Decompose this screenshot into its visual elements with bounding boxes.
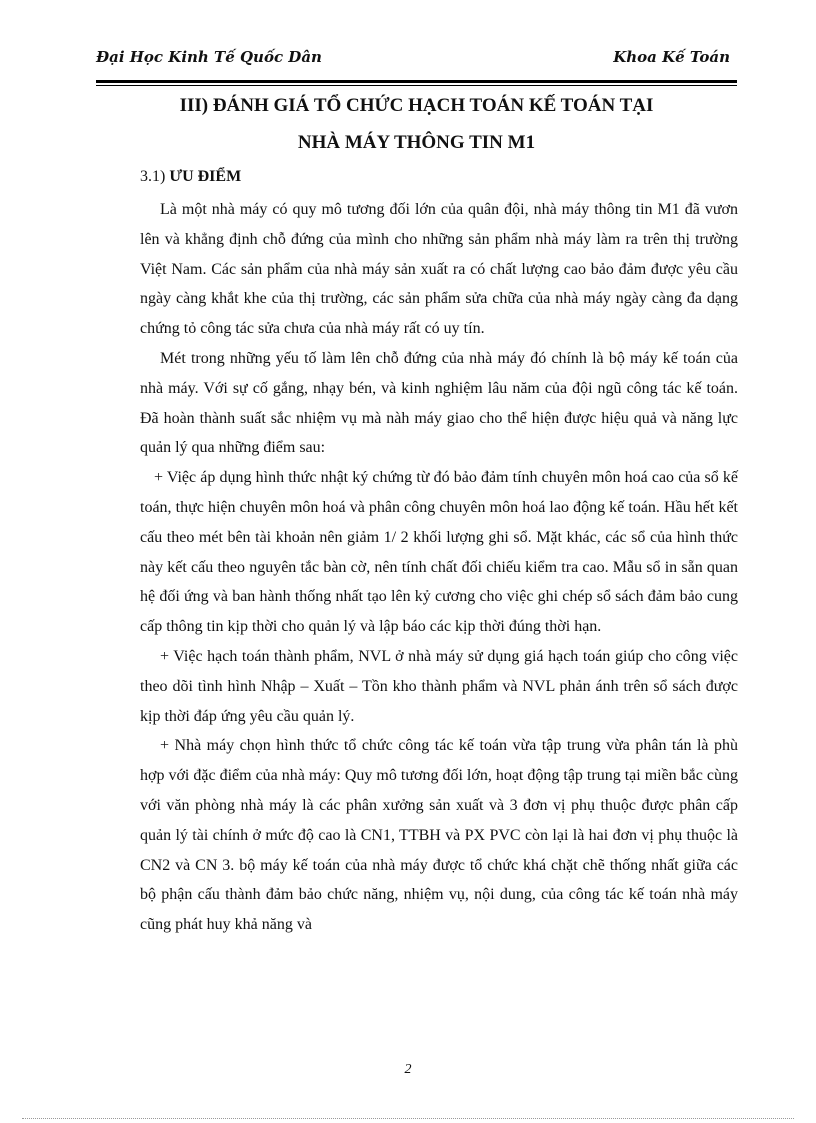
header-university: Đại Học Kinh Tế Quốc Dân (96, 48, 322, 66)
paragraph-point-organization: + Nhà máy chọn hình thức tổ chức công tác kế toán vừa tập trung vừa phân tán là phù hợp với đặc điểm của nhà máy: Quy mô tương đối lớn, hoạt động tập trung tại miền bắc cùng với văn phòng nhà máy là các phân xưởng sản xuất và 3 đơn vị phụ thuộc được phân cấp quản lý tài chính ở mức độ cao là CN1, TTBH và PX PVC còn lại là hai đơn vị phụ thuộc là CN2 và CN 3. bộ máy kế toán của nhà máy được tổ chức khá chặt chẽ thống nhất giữa các bộ phận cấu thành đảm bảo chức năng, nhiệm vụ, nội dung, của công tác kế toán nhà máy cũng phát huy khả năng và (140, 737, 738, 934)
page-header (96, 48, 730, 72)
document-title-line-2: NHÀ MÁY THÔNG TIN M1 (297, 132, 536, 153)
paragraph-point-pricing: + Việc hạch toán thành phẩm, NVL ở nhà máy sử dụng giá hạch toán giúp cho công việc theo dõi tình hình Nhập – Xuất – Tồn kho thành phẩm và NVL phản ánh trên sổ sách được kịp thời đáp ứng yêu cầu quản lý. (140, 647, 738, 725)
section-label: ƯU ĐIỂM (169, 168, 242, 185)
paragraph-intro: Là một nhà máy có quy mô tương đối lớn của quân đội, nhà máy thông tin M1 đã vươn lên và khẳng định chỗ đứng của mình cho những sản phẩm nhà máy làm ra trên thị trường Việt Nam. Các sản phẩm của nhà máy sản xuất ra có chất lượng cao bảo đảm được yêu cầu ngày càng khắt khe của thị trường, các sản phẩm sửa chữa của nhà máy ngày càng đa dạng chứng tỏ công tác sửa chưa của nhà máy rất có uy tín. (140, 201, 738, 338)
header-rule-thin (96, 85, 737, 86)
document-body (140, 195, 738, 940)
page-number: 2 (404, 1062, 412, 1077)
header-rule-thick (96, 80, 737, 83)
page-bottom-divider (22, 1118, 794, 1119)
header-faculty: Khoa Kế Toán (613, 48, 730, 66)
section-number: 3.1) (140, 168, 166, 185)
paragraph-point-journal: + Việc áp dụng hình thức nhật ký chứng từ đó bảo đảm tính chuyên môn hoá cao của sổ kế toán, thực hiện chuyên môn hoá và phân công chuyên môn hoá lao động kế toán. Hầu hết kết cấu theo mét bên tài khoản nên giảm 1/ 2 khối lượng ghi sổ. Mặt khác, các sổ của hình thức này kết cấu theo nguyên tắc bàn cờ, nên tính chất đối chiếu kiểm tra cao. Mẫu sổ in sẵn quan hệ đối ứng và ban hành thống nhất tạo lên kỷ cương cho việc ghi chép sổ sách đảm bảo cung cấp thông tin kịp thời cho quản lý và lập báo các kịp thời đúng thời hạn. (140, 469, 738, 636)
section-heading (140, 168, 241, 186)
paragraph-accounting-apparatus: Mét trong những yếu tố làm lên chỗ đứng của nhà máy đó chính là bộ máy kế toán của nhà máy. Với sự cố gắng, nhạy bén, và kinh nghiệm lâu năm của đội ngũ công tác kế toán. Đã hoàn thành suất sắc nhiệm vụ mà nàh máy giao cho thể hiện được hiệu quả và năng lực quản lý qua những điểm sau: (140, 349, 738, 457)
document-title-line-1: III) ĐÁNH GIÁ TỔ CHỨC HẠCH TOÁN KẾ TOÁN TẠI (179, 95, 654, 116)
